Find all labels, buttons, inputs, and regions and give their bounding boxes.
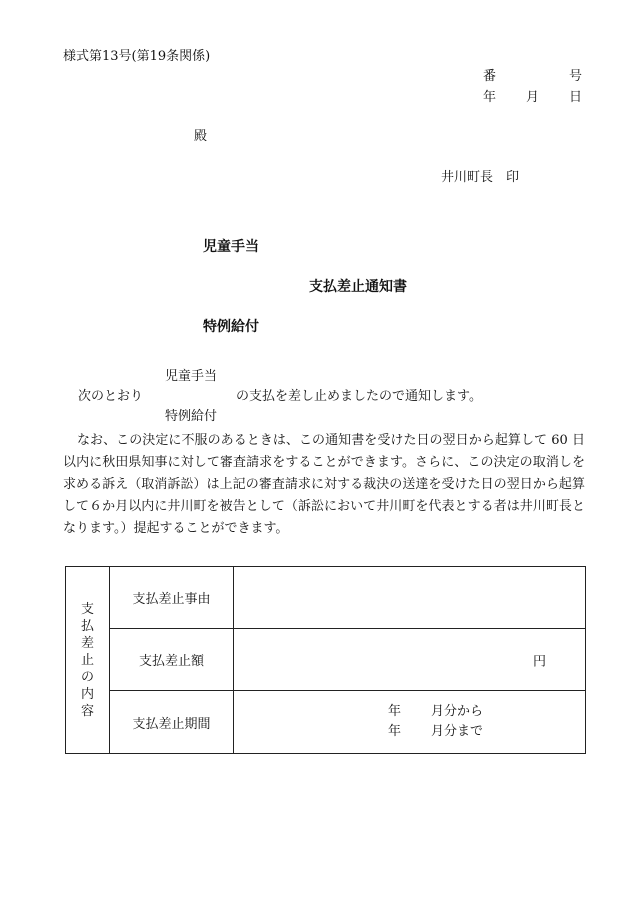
side-header-text: 支払差止の内容 — [80, 601, 94, 719]
issuer-name: 井川町長 印 — [441, 170, 520, 185]
period-from-line — [388, 702, 483, 722]
date-year-label: 年 — [483, 90, 497, 105]
amount-unit: 円 — [532, 654, 546, 669]
table-row — [66, 567, 586, 629]
side-header-cell — [66, 567, 110, 754]
period-to-year: 年 — [388, 724, 402, 739]
number-label-ban: 番 — [483, 69, 497, 84]
suspension-details-table — [65, 566, 586, 754]
period-from-year: 年 — [388, 704, 402, 719]
period-from-text: 月分から — [431, 704, 484, 719]
title-line-special-benefit: 特例給付 — [203, 319, 259, 335]
notice-stack-bottom: 特例給付 — [165, 409, 218, 424]
addressee-suffix: 殿 — [194, 129, 208, 144]
table-row — [66, 629, 586, 691]
notice-suffix: の支払を差し止めましたので通知します。 — [236, 389, 482, 404]
notice-prefix: 次のとおり — [78, 389, 144, 404]
row-label-period: 支払差止期間 — [110, 691, 234, 754]
amount-value-cell[interactable] — [234, 629, 586, 691]
number-label-go: 号 — [569, 69, 583, 84]
period-to-text: 月分まで — [431, 724, 484, 739]
notice-stack-top: 児童手当 — [165, 369, 218, 384]
reason-value-cell[interactable] — [234, 567, 586, 629]
row-label-amount: 支払差止額 — [110, 629, 234, 691]
appeal-instructions: なお、この決定に不服のあるときは、この通知書を受けた日の翌日から起算して 60 日以内に秋田県知事に対して審査請求をすることができます。さらに、この決定の取消しを求める訴え（取消訴訟）は上記の審査請求に対する裁決の送達を受けた日の翌日から起算して６か月以内に井川町を被告として（訴訟において井川町を代表とする者は井川町長となります。）提起することができます。 — [63, 433, 585, 536]
period-value-cell[interactable] — [234, 691, 586, 754]
page-title: 支払差止通知書 — [309, 279, 407, 295]
title-line-child-allowance: 児童手当 — [203, 239, 259, 255]
table-row — [66, 691, 586, 754]
form-number-label: 様式第13号(第19条関係) — [63, 49, 211, 64]
row-label-reason: 支払差止事由 — [110, 567, 234, 629]
period-lines — [388, 702, 483, 742]
date-month-label: 月 — [526, 90, 540, 105]
date-day-label: 日 — [569, 90, 583, 105]
period-to-line — [388, 722, 483, 742]
